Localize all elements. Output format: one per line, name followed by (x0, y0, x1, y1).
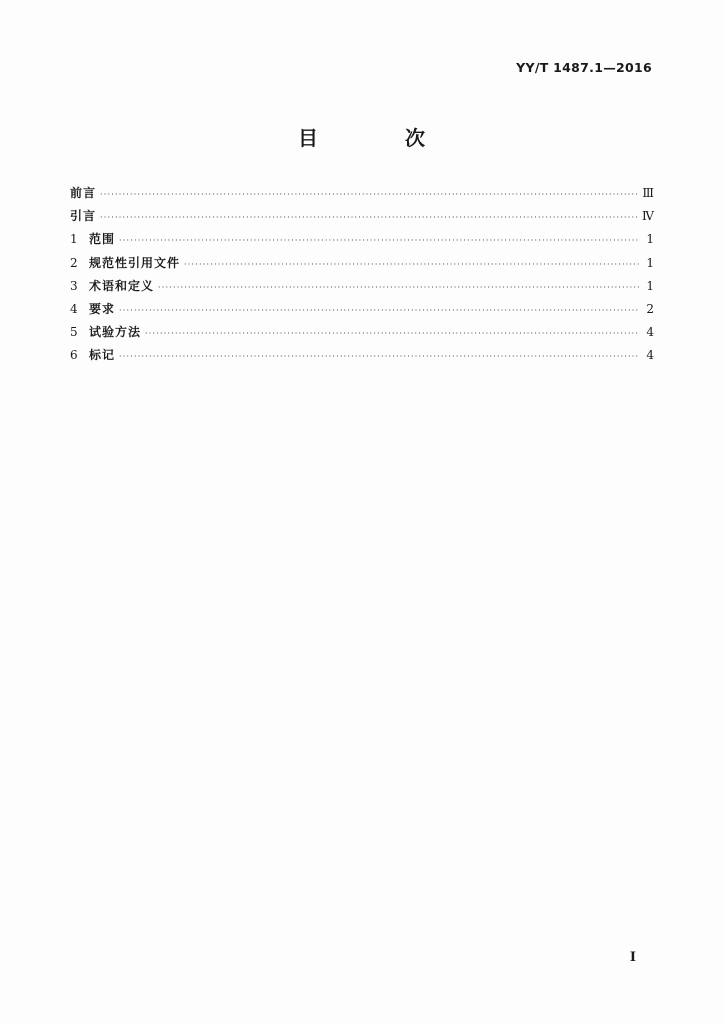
toc-entry-foreword[interactable] (70, 184, 654, 207)
toc-entry-marking[interactable] (70, 346, 654, 369)
toc-page-number: 4 (646, 325, 654, 340)
toc-section-number: 5 (70, 325, 78, 340)
toc-section-number: 6 (70, 348, 78, 363)
toc-page-number: 1 (646, 255, 654, 270)
toc-leader-dots (145, 329, 640, 338)
toc-entry-scope[interactable] (70, 230, 654, 253)
toc-leader-dots (119, 306, 640, 315)
toc-entry-introduction[interactable] (70, 207, 654, 230)
toc-label: 规范性引用文件 (89, 255, 181, 270)
toc-label: 引言 (70, 209, 97, 224)
toc-section-number: 4 (70, 301, 78, 316)
toc-entry-test-methods[interactable] (70, 323, 654, 346)
toc-label: 标记 (89, 348, 116, 363)
toc-leader-dots (119, 352, 640, 361)
toc-label: 前言 (70, 186, 97, 200)
toc-page-number: Ⅳ (642, 209, 654, 224)
toc-section-number: 1 (70, 232, 78, 247)
toc-leader-dots (100, 213, 638, 222)
toc-entry-terms-definitions[interactable] (70, 277, 654, 300)
toc-leader-dots (158, 283, 640, 292)
toc-page-number: Ⅲ (642, 186, 654, 200)
toc-page-number: 1 (646, 278, 654, 293)
toc-label: 要求 (89, 301, 116, 316)
toc-page-number: 4 (646, 348, 654, 363)
table-of-contents (70, 184, 654, 370)
standard-code: YY/T 1487.1—2016 (516, 60, 652, 75)
toc-label: 术语和定义 (89, 278, 155, 293)
footer-page-number: I (629, 950, 636, 965)
toc-leader-dots (119, 236, 640, 245)
toc-label: 范围 (89, 232, 116, 247)
toc-section-number: 2 (70, 255, 78, 270)
toc-leader-dots (184, 260, 640, 269)
toc-entry-normative-references[interactable] (70, 254, 654, 277)
toc-section-number: 3 (70, 278, 78, 293)
toc-page-number: 2 (646, 301, 654, 316)
page-title: 目 次 (298, 126, 465, 150)
toc-page-number: 1 (646, 232, 654, 247)
toc-leader-dots (100, 190, 638, 199)
toc-entry-requirements[interactable] (70, 300, 654, 323)
toc-label: 试验方法 (89, 325, 142, 340)
